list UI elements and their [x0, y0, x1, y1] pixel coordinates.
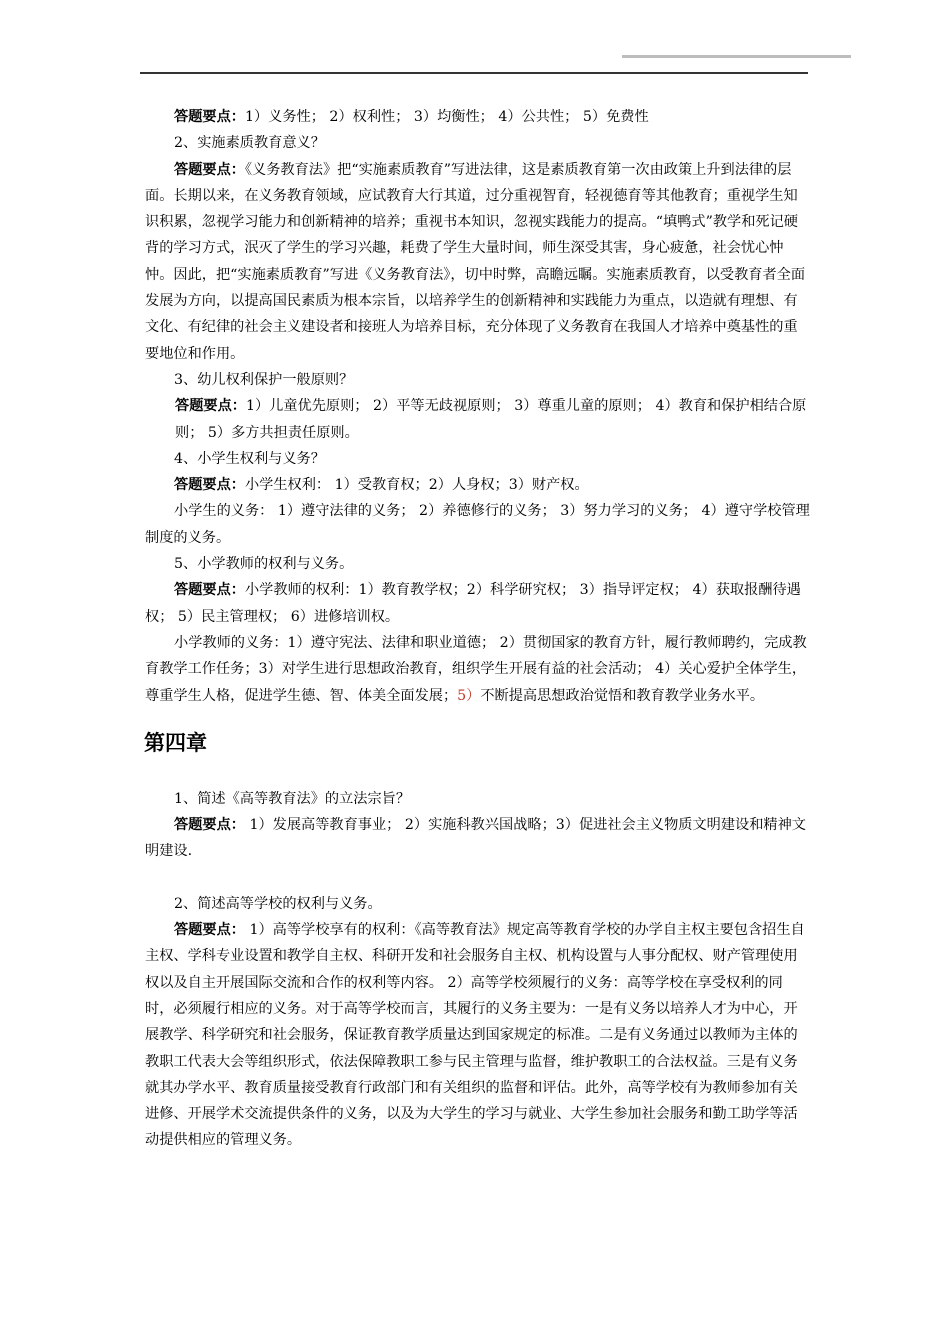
- c4-q2-title: 2、简述高等学校的权利与义务。: [174, 895, 382, 912]
- answer-label: 答题要点：: [174, 922, 245, 939]
- spacer: [145, 865, 810, 891]
- q5-duties: [145, 630, 810, 709]
- q5-answer: [145, 577, 810, 630]
- q2-title: 2、实施素质教育意义？: [174, 135, 325, 152]
- answer-label: 答题要点：: [174, 582, 245, 599]
- chapter-heading: 第四章: [144, 730, 207, 755]
- q1-answer-text: 1）义务性； 2）权利性； 3）均衡性； 4）公共性； 5）免费性: [244, 109, 649, 125]
- c4-q1-answer-text: 1）发展高等教育事业； 2）实施科教兴国战略；3）促进社会主义物质文明建设和精神文明建设.: [145, 817, 806, 860]
- q4-answer: [145, 472, 810, 498]
- c4-q2-answer-text: 1）高等学校享有的权利：《高等教育法》规定高等教育学校的办学自主权主要包含招生自主权、学科专业设置和教学自主权、科研开发和社会服务自主权、机构设置与人事分配权、财产管理使用权以及自主开展国际交流和合作的权利等内容。 2）高等学校须履行的义务：高等学校在享受权利的同时，必须履行相应的义务。对于高等学校而言，其履行的义务主要为：一是有义务以培养人才为中心，开展教学、科学研究和社会服务，保证教育教学质量达到国家规定的标准。二是有义务通过以教师为主体的教职工代表大会等组织形式，依法保障教职工参与民主管理与监督，维护教职工的合法权益。三是有义务就其办学水平、教育质量接受教育行政部门和有关组织的监督和评估。此外，高等学校有为教师参加有关进修、开展学术交流提供条件的义务，以及为大学生的学习与就业、大学生参加社会服务和勤工助学等活动提供相应的管理义务。: [145, 922, 805, 1149]
- header-rule: [140, 72, 808, 74]
- c4-q1-title: 1、简述《高等教育法》的立法宗旨？: [174, 790, 411, 807]
- answer-label: 答题要点：: [175, 398, 246, 415]
- c4-q1-answer: [145, 812, 810, 865]
- q2-answer: [145, 157, 810, 367]
- q1-answer: [145, 104, 810, 130]
- document-body: [145, 104, 810, 1154]
- c4-q2-answer: [145, 917, 810, 1154]
- q2-answer-text: 《义务教育法》把“实施素质教育”写进法律，这是素质教育第一次由政策上升到法律的层面。长期以来，在义务教育领域，应试教育大行其道，过分重视智育，轻视德育等其他教育；重视学生知识积累，忽视学习能力和创新精神的培养；重视书本知识，忽视实践能力的提高。“填鸭式”教学和死记硬背的学习方式，泯灭了学生的学习兴趣，耗费了学生大量时间，师生深受其害，身心疲惫，社会忧心忡忡。因此，把“实施素质教育”写进《义务教育法》，切中时弊，高瞻远瞩。实施素质教育，以受教育者全面发展为方向，以提高国民素质为根本宗旨，以培养学生的创新精神和实践能力为重点，以造就有理想、有文化、有纪律的社会主义建设者和接班人为培养目标，充分体现了义务教育在我国人才培养中奠基性的重要地位和作用。: [145, 161, 806, 362]
- answer-label: 答题要点：: [174, 109, 245, 125]
- header-mark: [622, 55, 851, 58]
- answer-label: 答题要点：: [174, 477, 245, 494]
- q5-title: 5、小学教师的权利与义务。: [174, 556, 354, 573]
- q4-rights-text: 小学生权利： 1）受教育权；2）人身权；3）财产权。: [244, 477, 589, 494]
- q3-answer: [145, 393, 810, 446]
- q3-title: 3、幼儿权利保护一般原则？: [174, 371, 354, 388]
- q5-rights-text: 小学教师的权利：1）教育教学权；2）科学研究权； 3）指导评定权； 4）获取报酬待遇权； 5）民主管理权； 6）进修培训权。: [145, 582, 801, 625]
- q5-duties-highlight: 5）: [457, 687, 481, 704]
- answer-label: 答题要点：: [174, 817, 245, 834]
- answer-label: 答题要点：: [174, 161, 245, 178]
- q4-title: 4、小学生权利与义务？: [174, 450, 325, 467]
- q5-duties-text-end: 不断提高思想政治觉悟和教育教学业务水平。: [480, 687, 765, 704]
- q4-duties: 小学生的义务： 1）遵守法律的义务； 2）养德修行的义务； 3）努力学习的义务； 4）遵守学校管理制度的义务。: [145, 503, 810, 546]
- q5-duties-text: 小学教师的义务：1）遵守宪法、法律和职业道德； 2）贯彻国家的教育方针，履行教师聘约，完成教育教学工作任务；3）对学生进行思想政治教育，组织学生开展有益的社会活动； 4）关心爱护全体学生，尊重学生人格，促进学生德、智、体美全面发展；: [145, 634, 807, 704]
- q3-answer-text: 1）儿童优先原则； 2）平等无歧视原则； 3）尊重儿童的原则； 4）教育和保护相结合原则； 5）多方共担责任原则。: [175, 398, 807, 441]
